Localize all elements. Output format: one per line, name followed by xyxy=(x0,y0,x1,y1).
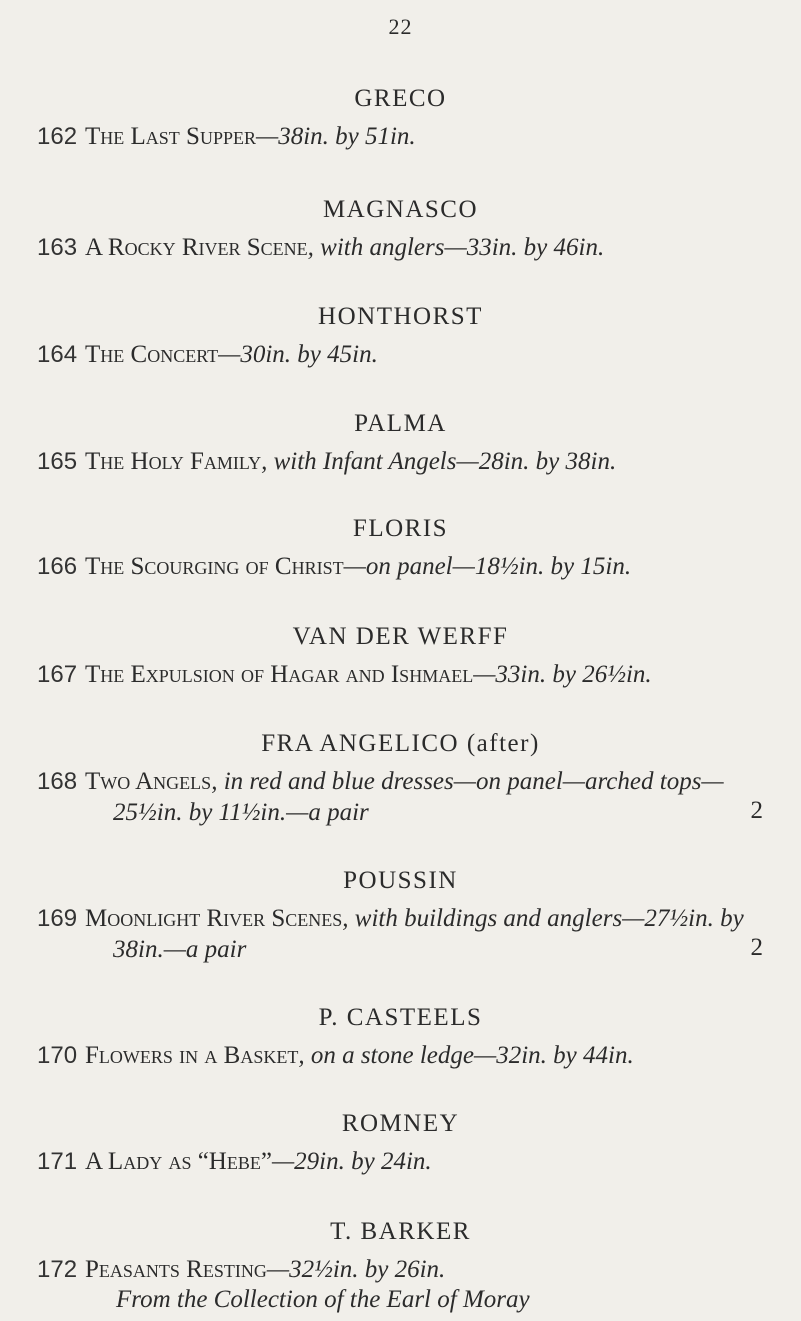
title-name: Flowers in a Basket xyxy=(85,1042,299,1069)
lot-title xyxy=(85,232,771,263)
lot-title xyxy=(85,1146,771,1177)
title-name: Moonlight River Scenes xyxy=(85,905,343,932)
title-name: The Expulsion of Hagar and Ishmael xyxy=(85,661,474,688)
lot-number: 172 xyxy=(37,1256,78,1283)
lot-title xyxy=(85,1254,771,1285)
lot-title xyxy=(85,446,771,477)
title-name: Peasants Resting xyxy=(85,1256,267,1283)
artist-heading: T. BARKER xyxy=(330,1218,471,1245)
title-details-line2: 38in.—a pair xyxy=(113,936,247,963)
title-name: The Scourging of Christ xyxy=(85,553,344,580)
title-details: —33in. by 26½in. xyxy=(473,661,652,688)
lot-number: 171 xyxy=(37,1148,78,1175)
title-name: Two Angels xyxy=(85,768,212,795)
title-name: The Holy Family xyxy=(85,448,262,475)
artist-heading: POUSSIN xyxy=(343,867,458,894)
title-details: , in red and blue dresses—on panel—arched tops— xyxy=(211,768,724,795)
lot-title xyxy=(85,766,771,828)
lot-number: 170 xyxy=(37,1042,78,1069)
title-name: The Last Supper xyxy=(85,123,256,150)
quantity-marker: 2 xyxy=(750,934,763,961)
lot-title xyxy=(85,659,771,690)
title-details-line2: 25½in. by 11½in.—a pair xyxy=(113,799,369,826)
title-name: The Concert xyxy=(85,341,219,368)
provenance-note: From the Collection of the Earl of Moray xyxy=(116,1286,530,1313)
title-name: A Rocky River Scene xyxy=(85,234,308,261)
artist-heading: FLORIS xyxy=(352,515,449,542)
artist-heading: MAGNASCO xyxy=(322,196,479,223)
title-details: , with buildings and anglers—27½in. by xyxy=(342,905,744,932)
artist-heading: ROMNEY xyxy=(341,1110,460,1137)
lot-number: 164 xyxy=(37,341,78,368)
title-name: A Lady as “Hebe” xyxy=(85,1148,272,1175)
title-details: —38in. by 51in. xyxy=(255,123,416,150)
artist-heading: VAN DER WERFF xyxy=(292,623,509,650)
lot-title xyxy=(85,1040,771,1071)
title-details: , with anglers—33in. by 46in. xyxy=(307,234,605,261)
lot-number: 168 xyxy=(37,768,78,795)
artist-heading: HONTHORST xyxy=(318,303,483,330)
lot-number: 163 xyxy=(37,234,78,261)
lot-number: 165 xyxy=(37,448,78,475)
page-number: 22 xyxy=(388,14,413,39)
lot-title xyxy=(85,903,771,965)
artist-heading: P. CASTEELS xyxy=(318,1004,483,1031)
title-details: —29in. by 24in. xyxy=(271,1148,432,1175)
lot-number: 166 xyxy=(37,553,78,580)
lot-number: 167 xyxy=(37,661,78,688)
artist-heading: GRECO xyxy=(354,85,447,112)
title-details: —32½in. by 26in. xyxy=(266,1256,446,1283)
title-details: —on panel—18½in. by 15in. xyxy=(343,553,632,580)
title-details: , with Infant Angels—28in. by 38in. xyxy=(261,448,617,475)
title-details: —30in. by 45in. xyxy=(218,341,378,368)
lot-title xyxy=(85,339,771,370)
lot-number: 162 xyxy=(37,123,78,150)
quantity-marker: 2 xyxy=(750,797,763,824)
lot-title xyxy=(85,121,771,152)
artist-heading: FRA ANGELICO (after) xyxy=(261,730,540,757)
artist-heading: PALMA xyxy=(354,410,447,437)
lot-title xyxy=(85,551,771,582)
lot-number: 169 xyxy=(37,905,78,932)
title-details: , on a stone ledge—32in. by 44in. xyxy=(298,1042,634,1069)
